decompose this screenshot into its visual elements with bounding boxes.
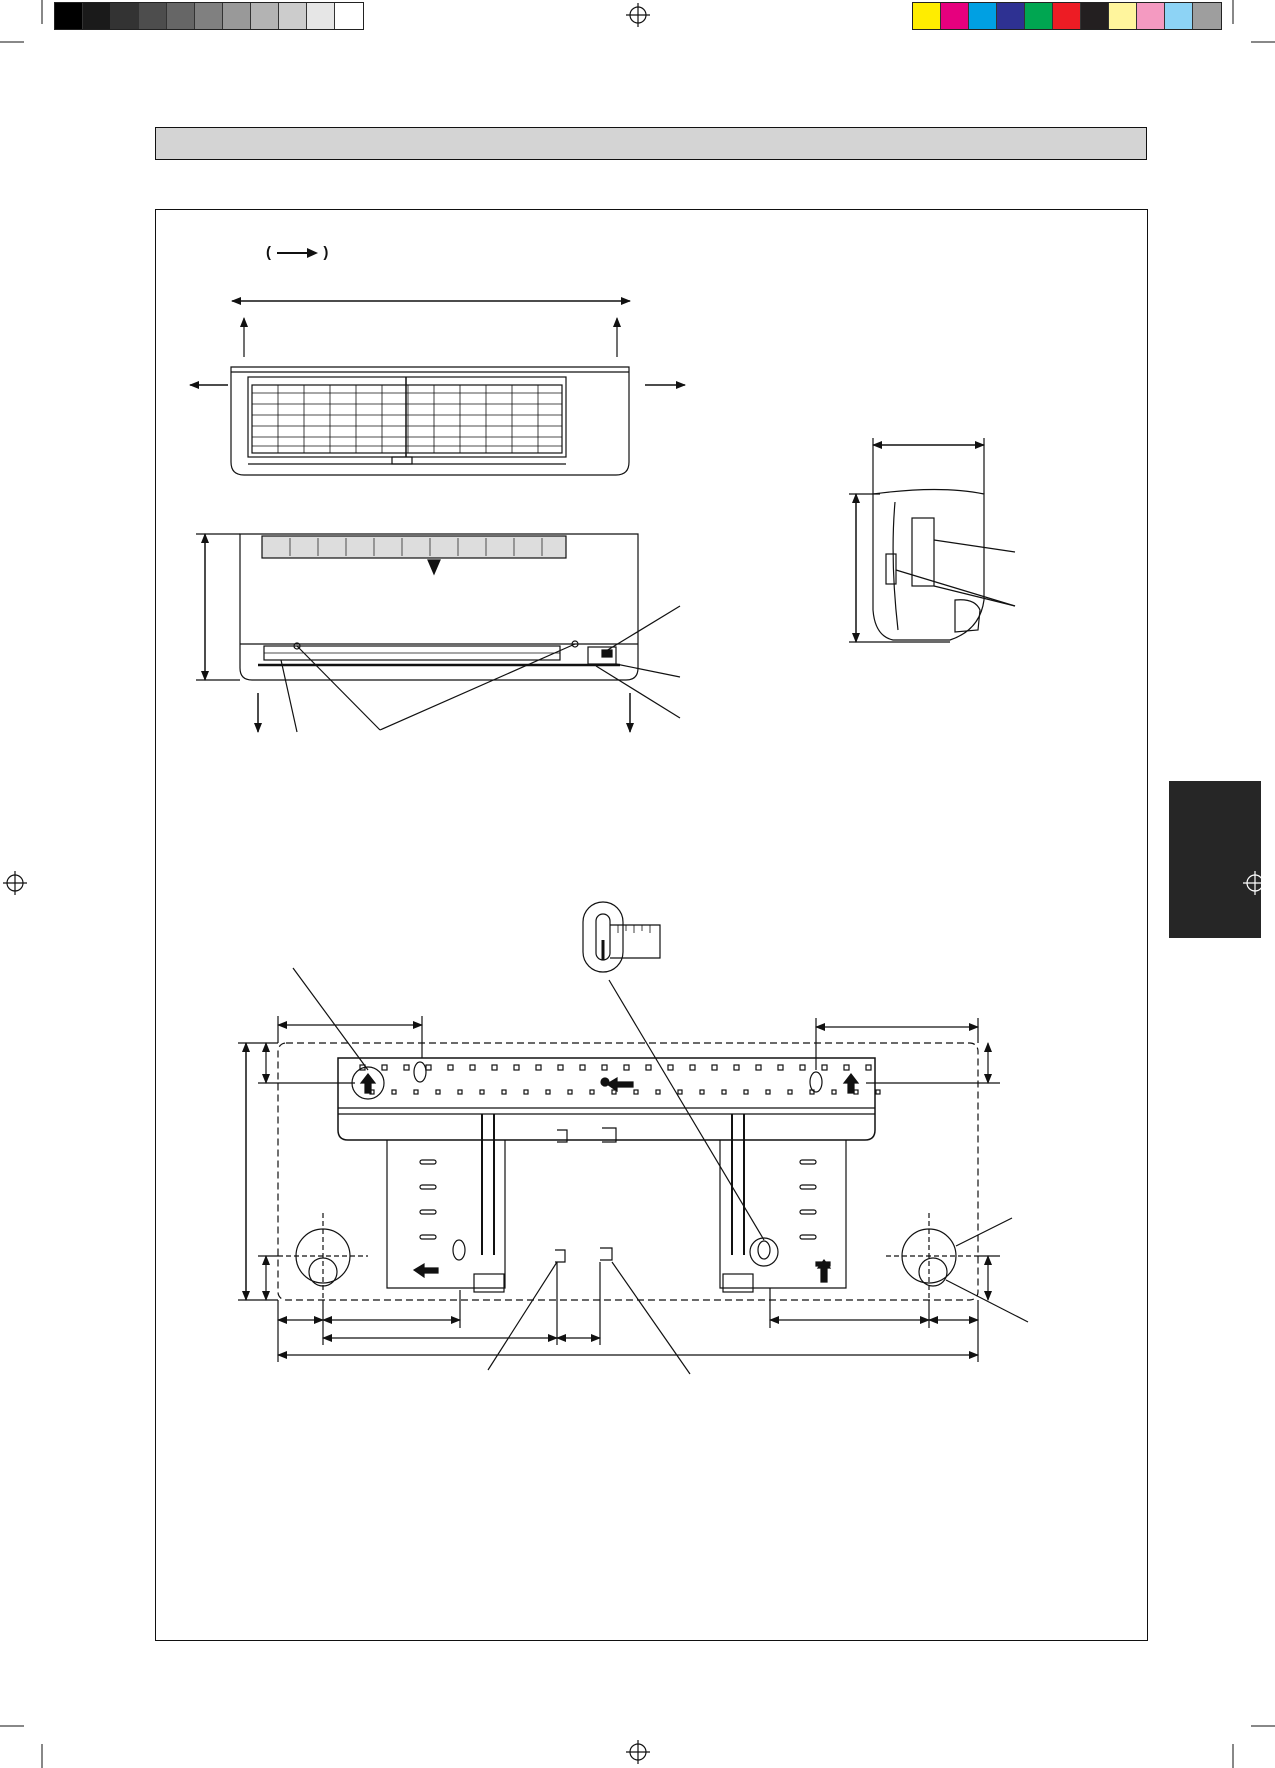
- plate-hole: [756, 1065, 761, 1070]
- plate-hole: [414, 1090, 418, 1094]
- indoor-unit-front-view: [196, 534, 680, 732]
- plate-hole: [480, 1090, 484, 1094]
- plate-hole: [778, 1065, 783, 1070]
- plate-hole: [448, 1065, 453, 1070]
- plate-hole: [634, 1090, 638, 1094]
- plate-hole: [668, 1065, 673, 1070]
- plate-slot: [800, 1210, 816, 1214]
- plate-hole: [832, 1090, 836, 1094]
- plate-hole: [712, 1065, 717, 1070]
- plate-hole: [590, 1090, 594, 1094]
- plate-hole: [502, 1090, 506, 1094]
- plate-hole: [470, 1065, 475, 1070]
- plate-slot: [420, 1235, 436, 1239]
- plate-slot: [420, 1185, 436, 1189]
- plate-hole: [700, 1090, 704, 1094]
- plate-slot: [800, 1160, 816, 1164]
- plate-hole: [558, 1065, 563, 1070]
- plate-slot: [800, 1235, 816, 1239]
- plate-hole: [546, 1090, 550, 1094]
- plate-hole: [458, 1090, 462, 1094]
- plate-hole: [524, 1090, 528, 1094]
- plate-hole: [678, 1090, 682, 1094]
- plate-slot: [420, 1210, 436, 1214]
- legend-open-paren: (: [266, 244, 271, 261]
- plate-hole: [690, 1065, 695, 1070]
- plate-hole: [392, 1090, 396, 1094]
- crosshair-circle-icon: [1243, 871, 1267, 895]
- plate-hole: [426, 1065, 431, 1070]
- plate-hole: [624, 1065, 629, 1070]
- plate-hole: [822, 1065, 827, 1070]
- plate-hole: [568, 1090, 572, 1094]
- crosshair-circle-icon: [3, 871, 27, 895]
- plate-hole: [766, 1090, 770, 1094]
- plate-slot: [800, 1185, 816, 1189]
- plate-hole: [722, 1090, 726, 1094]
- plate-hole: [646, 1065, 651, 1070]
- plate-hole: [744, 1090, 748, 1094]
- plate-hole: [734, 1065, 739, 1070]
- plate-hole: [580, 1065, 585, 1070]
- level-gauge-detail: [583, 902, 660, 972]
- indoor-unit-side-view: [849, 438, 1015, 642]
- crosshair-circle-icon: [626, 1740, 650, 1764]
- plate-hole: [404, 1065, 409, 1070]
- crosshair-circle-icon: [626, 3, 650, 27]
- legend-close-paren: ): [323, 244, 329, 261]
- plate-hole: [514, 1065, 519, 1070]
- indoor-unit-top-view: [190, 301, 685, 475]
- plate-hole: [866, 1065, 871, 1070]
- plate-slot: [420, 1160, 436, 1164]
- plate-hole: [492, 1065, 497, 1070]
- plate-hole: [602, 1065, 607, 1070]
- plate-hole: [656, 1090, 660, 1094]
- plate-hole: [436, 1090, 440, 1094]
- plate-hole: [382, 1065, 387, 1070]
- plate-hole: [800, 1065, 805, 1070]
- mounting-plate-drawing: [238, 968, 1028, 1374]
- plate-hole: [536, 1065, 541, 1070]
- plate-hole: [844, 1065, 849, 1070]
- plate-hole: [876, 1090, 880, 1094]
- plate-hole: [788, 1090, 792, 1094]
